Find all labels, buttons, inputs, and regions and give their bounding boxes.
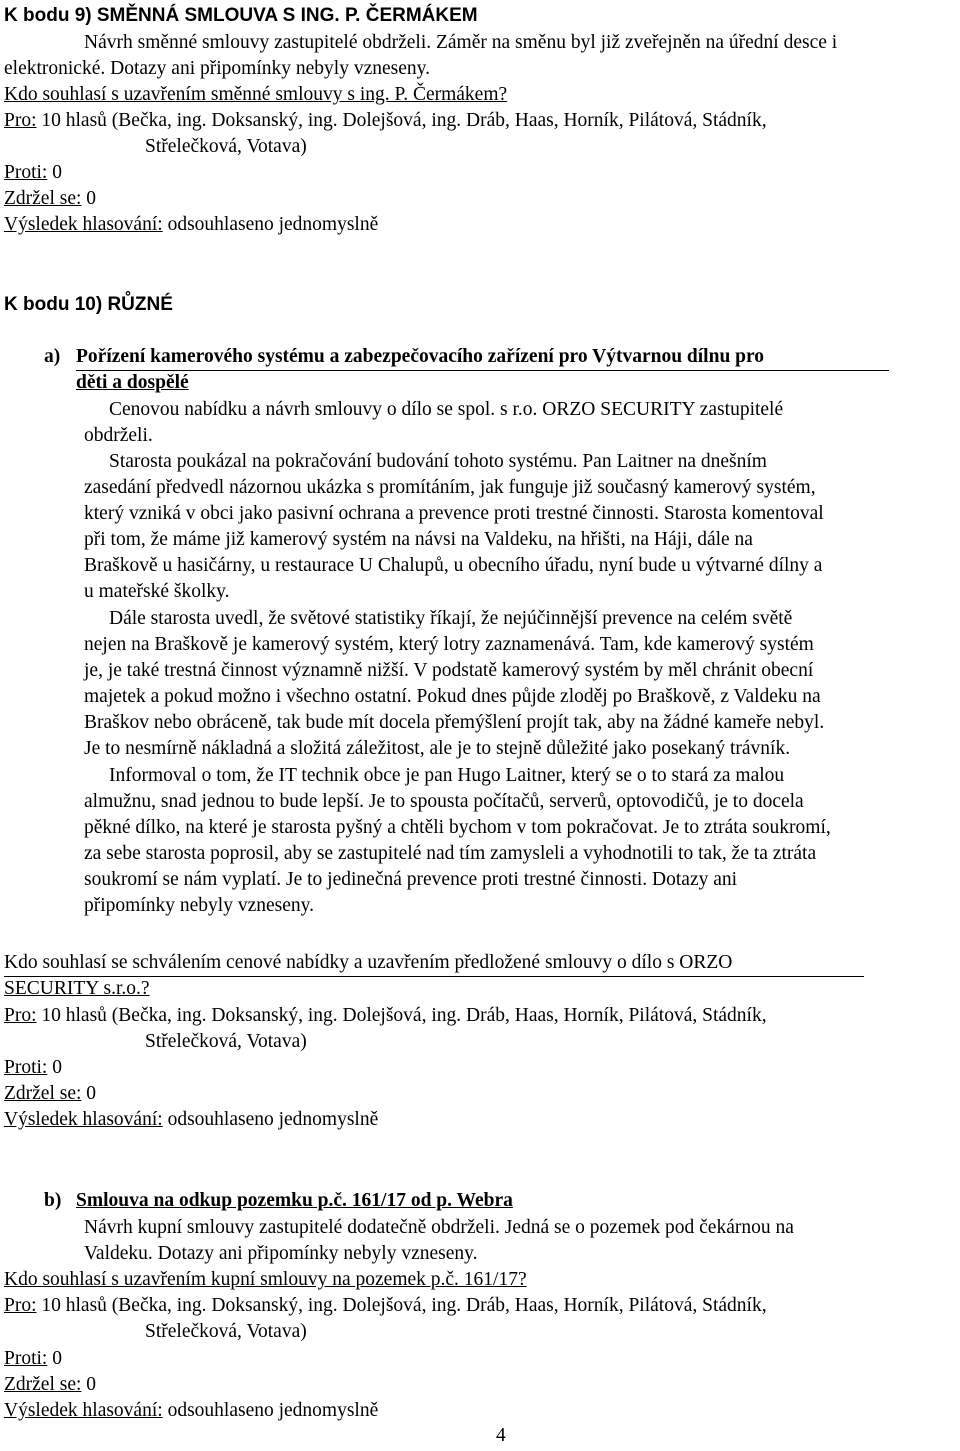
pro-value: 10 hlasů (Bečka, ing. Doksanský, ing. Dolejšová, ing. Dráb, Haas, Horník, Pilátová, Stádník, xyxy=(41,1295,767,1316)
item-a-vote-result xyxy=(4,1108,378,1132)
item-a-text-line: za sebe starosta poprosil, aby se zastupitelé nad tím zamysleli a vyhodnotili to tak, že ta ztráta xyxy=(84,843,817,864)
section9-vote-result xyxy=(4,213,378,237)
zdrzel-label: Zdržel se: xyxy=(4,1374,82,1395)
item-a-text-line: obdrželi. xyxy=(84,425,153,446)
pro-value: 10 hlasů (Bečka, ing. Doksanský, ing. Dolejšová, ing. Dráb, Haas, Horník, Pilátová, Stádník, xyxy=(41,1005,767,1026)
vysledek-value: odsouhlaseno jednomyslně xyxy=(167,1400,379,1421)
vysledek-label: Výsledek hlasování: xyxy=(4,1400,163,1421)
item-a-text-line: Braškově u hasičárny, u restaurace U Chalupů, u obecního úřadu, nyní bude u výtvarné dílny a xyxy=(84,555,823,576)
proti-label: Proti: xyxy=(4,1057,48,1078)
zdrzel-label: Zdržel se: xyxy=(4,188,82,209)
section9-vote-pro xyxy=(4,109,767,133)
zdrzel-value: 0 xyxy=(86,1374,97,1395)
item-a-text-line: Cenovou nabídku a návrh smlouvy o dílo se spol. s r.o. ORZO SECURITY zastupitelé xyxy=(109,399,784,420)
section9-vote-zdrzel xyxy=(4,187,96,211)
zdrzel-label: Zdržel se: xyxy=(4,1083,82,1104)
item-b-text-line2: Valdeku. Dotazy ani připomínky nebyly vzneseny. xyxy=(84,1243,478,1264)
item-a-text-line: almužnu, snad jednou to bude lepší. Je to spousta počítačů, serverů, optovodičů, je to docela xyxy=(84,791,804,812)
pro-label: Pro: xyxy=(4,110,37,131)
item-a-title-line2: děti a dospělé xyxy=(76,372,189,393)
item-a-text-line: Starosta poukázal na pokračování budování tohoto systému. Pan Laitner na dnešním xyxy=(109,451,767,472)
vysledek-value: odsouhlaseno jednomyslně xyxy=(167,214,379,235)
section9-vote-pro-cont: Střelečková, Votava) xyxy=(145,136,307,157)
item-b-vote-zdrzel xyxy=(4,1373,96,1397)
pro-label: Pro: xyxy=(4,1005,37,1026)
item-b-vote-pro xyxy=(4,1294,767,1318)
item-a-text-line: Je to nesmírně nákladná a složitá záležitost, ale je to stejně důležité jako posekaný trávník. xyxy=(84,738,791,759)
item-a-text-line: připomínky nebyly vzneseny. xyxy=(84,895,314,916)
item-a-text-line: Dále starosta uvedl, že světové statistiky říkají, že nejúčinnější prevence na celém světě xyxy=(109,608,793,629)
item-b-vote-result xyxy=(4,1399,378,1423)
item-b-title: Smlouva na odkup pozemku p.č. 161/17 od p. Webra xyxy=(76,1190,513,1211)
vysledek-label: Výsledek hlasování: xyxy=(4,214,163,235)
item-a-vote-zdrzel xyxy=(4,1082,96,1106)
item-a-text-line: je, je také trestná činnost významně nižší. V podstatě kamerový systém by měl chránit obecní xyxy=(84,660,814,681)
item-a-text-line: majetek a pokud možno i všechno ostatní. Pokud dnes půjde zloděj po Braškově, z Valdeku na xyxy=(84,686,821,707)
item-a-text-line: u mateřské školky. xyxy=(84,581,230,602)
proti-value: 0 xyxy=(52,162,62,183)
pro-value: 10 hlasů (Bečka, ing. Doksanský, ing. Dolejšová, ing. Dráb, Haas, Horník, Pilátová, Stádník, xyxy=(41,110,767,131)
item-a-text-line: Informoval o tom, že IT technik obce je pan Hugo Laitner, který se o to stará za malou xyxy=(109,765,785,786)
proti-value: 0 xyxy=(52,1057,62,1078)
item-a-title-line1: Pořízení kamerového systému a zabezpečovacího zařízení pro Výtvarnou dílnu pro xyxy=(76,346,889,371)
item-a-question-line1: Kdo souhlasí se schválením cenové nabídky a uzavřením předložené smlouvy o dílo s ORZO xyxy=(4,952,864,977)
pro-label: Pro: xyxy=(4,1295,37,1316)
section9-heading: K bodu 9) SMĚNNÁ SMLOUVA S ING. P. ČERMÁKEM xyxy=(4,5,478,26)
item-a-text-line: soukromí se nám vyplatí. Je to jedinečná prevence proti trestné činnosti. Dotazy ani xyxy=(84,869,738,890)
item-b-text-line1: Návrh kupní smlouvy zastupitelé dodatečně obdrželi. Jedná se o pozemek pod čekárnou na xyxy=(84,1217,794,1238)
item-a-text-line: při tom, že máme již kamerový systém na návsi na Valdeku, na hřišti, na Háji, dále na xyxy=(84,529,753,550)
item-a-vote-pro-cont: Střelečková, Votava) xyxy=(145,1031,307,1052)
proti-value: 0 xyxy=(52,1348,62,1369)
item-b-question: Kdo souhlasí s uzavřením kupní smlouvy na pozemek p.č. 161/17? xyxy=(4,1269,527,1290)
section9-paragraph-line1: Návrh směnné smlouvy zastupitelé obdrželi. Záměr na směnu byl již zveřejněn na úřední desce i xyxy=(84,32,838,53)
zdrzel-value: 0 xyxy=(86,188,97,209)
item-a-vote-proti xyxy=(4,1056,62,1080)
item-a-text-line: nejen na Braškově je kamerový systém, který lotry zaznamenává. Tam, kde kamerový systém xyxy=(84,634,814,655)
page-number: 4 xyxy=(496,1425,506,1446)
section9-vote-proti xyxy=(4,161,62,185)
section9-question: Kdo souhlasí s uzavřením směnné smlouvy s ing. P. Čermákem? xyxy=(4,84,508,105)
section10-heading: K bodu 10) RŮZNÉ xyxy=(4,294,173,315)
item-b-vote-pro-cont: Střelečková, Votava) xyxy=(145,1321,307,1342)
item-a-text-line: Braškov nebo obráceně, tak bude mít docela přemýšlení projít tak, aby na žádné kameře nebyl. xyxy=(84,712,825,733)
section9-paragraph-line2: elektronické. Dotazy ani připomínky nebyly vzneseny. xyxy=(4,58,430,79)
zdrzel-value: 0 xyxy=(86,1083,97,1104)
vysledek-label: Výsledek hlasování: xyxy=(4,1109,163,1130)
item-a-question-line2: SECURITY s.r.o.? xyxy=(4,978,150,999)
item-a-marker: a) xyxy=(44,346,61,367)
vysledek-value: odsouhlaseno jednomyslně xyxy=(167,1109,379,1130)
proti-label: Proti: xyxy=(4,1348,48,1369)
item-a-text-line: pěkné dílko, na které je starosta pyšný a chtěli bychom v tom pokračovat. Je to ztráta soukromí, xyxy=(84,817,831,838)
item-a-text-line: zasedání předvedl názornou ukázka s promítáním, jak funguje již současný kamerový systém, xyxy=(84,477,816,498)
item-a-text-line: který vzniká v obci jako pasivní ochrana a prevence proti trestné činnosti. Starosta komentoval xyxy=(84,503,824,524)
proti-label: Proti: xyxy=(4,162,48,183)
item-b-vote-proti xyxy=(4,1347,62,1371)
item-a-vote-pro xyxy=(4,1004,767,1028)
item-b-marker: b) xyxy=(44,1190,62,1211)
